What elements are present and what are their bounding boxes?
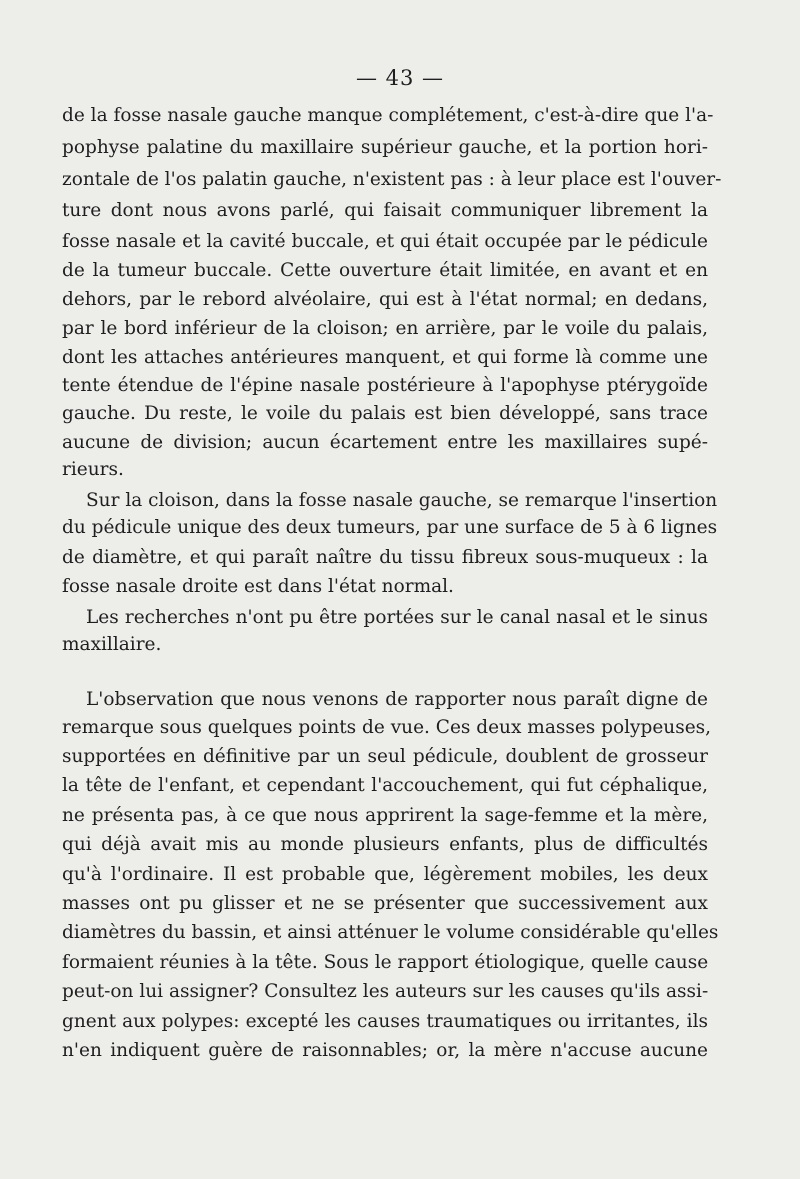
- text-line: diamètres du bassin, et ainsi atténuer le volume considérable qu'elles: [62, 922, 719, 943]
- text-line: pophyse palatine du maxillaire supérieur gauche, et la portion hori-: [62, 137, 708, 158]
- text-line: gnent aux polypes: excepté les causes traumatiques ou irritantes, ils: [62, 1011, 708, 1032]
- text-line: du pédicule unique des deux tumeurs, par une surface de 5 à 6 lignes: [62, 517, 718, 538]
- text-line: qui déjà avait mis au monde plusieurs enfants, plus de difficultés: [62, 834, 708, 855]
- text-line: remarque sous quelques points de vue. Ces deux masses polypeuses,: [62, 717, 712, 738]
- text-line: dont les attaches antérieures manquent, et qui forme là comme une: [62, 347, 708, 368]
- text-line: zontale de l'os palatin gauche, n'existent pas : à leur place est l'ouver-: [62, 169, 722, 190]
- text-line: peut-on lui assigner? Consultez les auteurs sur les causes qu'ils assi-: [62, 981, 709, 1002]
- text-line: de la tumeur buccale. Cette ouverture était limitée, en avant et en: [62, 260, 708, 281]
- text-line: rieurs.: [62, 459, 124, 480]
- text-line: Les recherches n'ont pu être portées sur le canal nasal et le sinus: [86, 607, 708, 628]
- text-line: ne présenta pas, à ce que nous apprirent la sage-femme et la mère,: [62, 805, 708, 826]
- text-line: L'observation que nous venons de rapporter nous paraît digne de: [86, 689, 708, 710]
- text-line: formaient réunies à la tête. Sous le rapport étiologique, quelle cause: [62, 952, 709, 973]
- page-number: — 43 —: [355, 66, 445, 90]
- text-line: aucune de division; aucun écartement entre les maxillaires supé-: [62, 432, 708, 453]
- text-line: n'en indiquent guère de raisonnables; or, la mère n'accuse aucune: [62, 1040, 708, 1061]
- text-line: la tête de l'enfant, et cependant l'accouchement, qui fut céphalique,: [62, 775, 708, 796]
- text-line: par le bord inférieur de la cloison; en arrière, par le voile du palais,: [62, 318, 708, 339]
- text-line: qu'à l'ordinaire. Il est probable que, légèrement mobiles, les deux: [62, 864, 708, 885]
- text-line: ture dont nous avons parlé, qui faisait communiquer librement la: [62, 200, 708, 221]
- text-line: dehors, par le rebord alvéolaire, qui est à l'état normal; en dedans,: [62, 289, 708, 310]
- text-line: masses ont pu glisser et ne se présenter que successivement aux: [62, 893, 708, 914]
- text-line: supportées en définitive par un seul pédicule, doublent de grosseur: [62, 746, 708, 767]
- text-line: maxillaire.: [62, 634, 162, 655]
- text-line: gauche. Du reste, le voile du palais est bien développé, sans trace: [62, 403, 708, 424]
- text-line: de diamètre, et qui paraît naître du tissu fibreux sous-muqueux : la: [62, 547, 708, 568]
- text-line: tente étendue de l'épine nasale postérieure à l'apophyse ptérygoïde: [62, 375, 708, 396]
- text-line: fosse nasale droite est dans l'état normal.: [62, 576, 454, 597]
- text-line: de la fosse nasale gauche manque complétement, c'est-à-dire que l'a-: [62, 105, 714, 126]
- text-line: fosse nasale et la cavité buccale, et qui était occupée par le pédicule: [62, 231, 708, 252]
- text-line: Sur la cloison, dans la fosse nasale gauche, se remarque l'insertion: [86, 490, 718, 511]
